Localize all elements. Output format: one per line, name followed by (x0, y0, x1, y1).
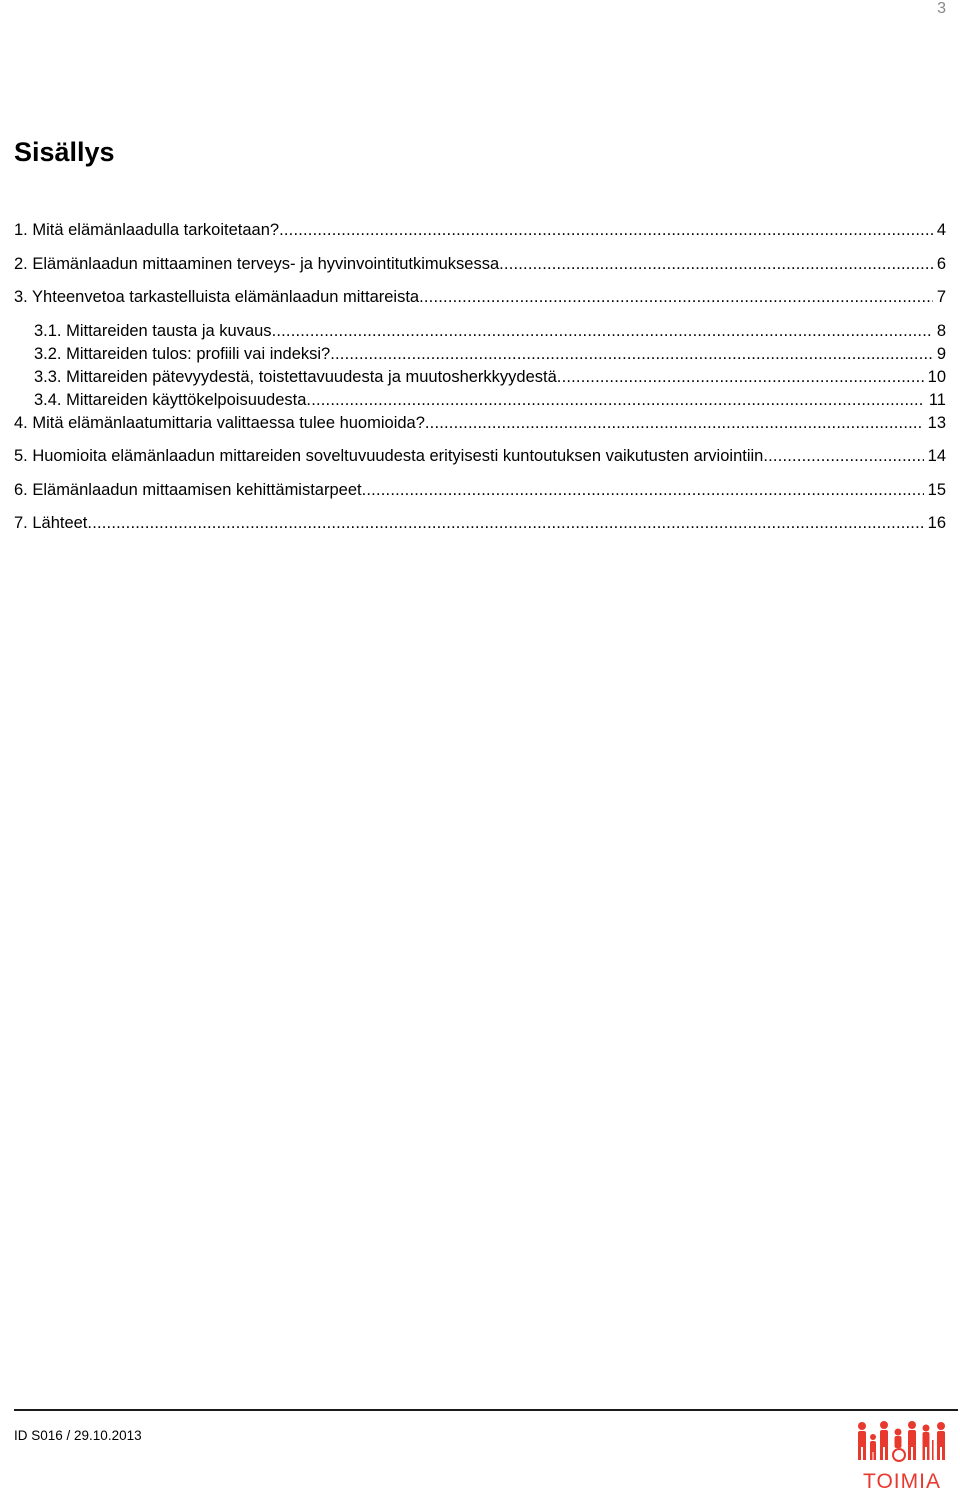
toc-entry-label: 3.4. Mittareiden käyttökelpoisuudesta (34, 391, 307, 409)
toc-entry-label: 3. Yhteenvetoa tarkastelluista elämänlaadun mittareista (14, 288, 420, 306)
page-number: 3 (937, 0, 946, 17)
toc-entry[interactable] (34, 319, 946, 343)
footer-document-id: ID S016 / 29.10.2013 (14, 1428, 142, 1443)
toc-entry[interactable] (14, 285, 946, 309)
toc-dot-leader (87, 511, 923, 535)
toc-entry[interactable] (14, 478, 946, 502)
toc-entry-label: 6. Elämänlaadun mittaamisen kehittämistarpeet (14, 481, 362, 499)
toc-entry-page: 10 (927, 368, 946, 386)
toc-entry[interactable] (14, 252, 946, 276)
toc-entry[interactable] (14, 444, 946, 468)
toc-entry[interactable] (34, 365, 946, 389)
toc-entry[interactable] (14, 411, 946, 435)
people-figures-icon (856, 1420, 948, 1468)
toc-entry[interactable] (34, 388, 946, 412)
toc-entry-page: 4 (936, 221, 946, 239)
toc-dot-leader (499, 252, 933, 276)
toc-entry-label: 4. Mitä elämänlaatumittaria valittaessa tulee huomioida? (14, 414, 425, 432)
toc-dot-leader (419, 285, 933, 309)
toc-dot-leader (279, 218, 933, 242)
toc-entry-page: 6 (936, 255, 946, 273)
toc-entry-page: 15 (927, 481, 946, 499)
toc-entry-page: 9 (936, 345, 946, 363)
logo-text: TOIMIA (863, 1470, 941, 1493)
toc-entry-label: 1. Mitä elämänlaadulla tarkoitetaan? (14, 221, 280, 239)
footer-divider (14, 1409, 958, 1411)
toc-entry-label: 2. Elämänlaadun mittaaminen terveys- ja hyvinvointitutkimuksessa (14, 255, 500, 273)
toc-entry-label: 7. Lähteet (14, 514, 88, 532)
toc-entry-label: 3.1. Mittareiden tausta ja kuvaus (34, 322, 272, 340)
toc-entry-page: 11 (928, 391, 946, 409)
toc-entry-label: 3.2. Mittareiden tulos: profiili vai indeksi? (34, 345, 331, 363)
toc-entry-page: 13 (927, 414, 946, 432)
toc-dot-leader (763, 444, 923, 468)
toc-dot-leader (425, 411, 924, 435)
toc-entry-page: 16 (927, 514, 946, 532)
toc-dot-leader (362, 478, 924, 502)
toc-entry[interactable] (14, 511, 946, 535)
toimia-logo (852, 1420, 952, 1498)
toc-entry-page: 8 (936, 322, 946, 340)
toc-dot-leader (330, 342, 933, 366)
toc-dot-leader (557, 365, 924, 389)
toc-entry-label: 3.3. Mittareiden pätevyydestä, toistettavuudesta ja muutosherkkyydestä (34, 368, 557, 386)
toc-dot-leader (272, 319, 933, 343)
toc-title: Sisällys (14, 137, 115, 167)
toc-entry-page: 14 (927, 447, 946, 465)
toc-dot-leader (306, 388, 924, 412)
toc-entry-label: 5. Huomioita elämänlaadun mittareiden soveltuvuudesta erityisesti kuntoutuksen vaikutusten arviointiin (14, 447, 764, 465)
toc-entry[interactable] (14, 218, 946, 242)
toc-entry-page: 7 (936, 288, 946, 306)
toc-entry[interactable] (34, 342, 946, 366)
